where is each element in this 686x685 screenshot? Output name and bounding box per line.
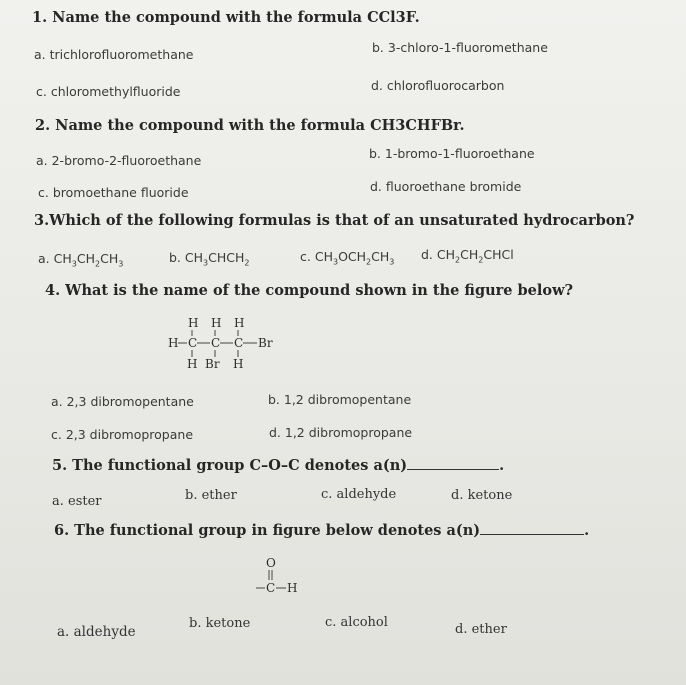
q5-option-a: a. ester [52,494,102,509]
q4-right-br: Br [258,336,273,350]
q3-option-b-label: b. [169,250,181,265]
q4-option-d: d. 1,2 dibromopropane [269,425,413,440]
question-6 [54,522,589,539]
q2-option-c: c. bromoethane fluoride [38,185,189,200]
q2-option-a: a. 2-bromo-2-fluoroethane [36,153,202,168]
q6-oxygen: O [266,556,276,570]
question-5 [52,457,504,474]
q4-top-h-2: H [211,316,222,330]
q4-carbon-1: C [188,336,198,350]
q3-option-a [38,251,123,269]
q5-option-d: d. ketone [451,488,513,503]
q4-left-h: H [168,336,179,350]
q6-aldehyde-structure [252,554,312,600]
q1-option-c: c. chloromethylfluoride [36,84,181,99]
q4-bottom-h-1: H [187,357,198,371]
q3-option-c-label: c. [300,249,311,264]
question-3: 3.Which of the following formulas is that of an unsaturated hydrocarbon? [34,212,635,229]
q3-option-b-formula: $CH_3CHCH_2$ [184,250,250,268]
q1-option-b: b. 3-chloro-1-fluoromethane [372,40,548,55]
q4-carbon-2: C [211,336,221,350]
question-2: 2. Name the compound with the formula CH3CHFBr. [35,117,465,134]
q3-option-c-formula: $CH_3OCH_2CH_3$ [314,249,395,267]
q3-option-b [169,250,250,268]
q4-option-c: c. 2,3 dibromopropane [51,427,194,442]
q6-option-d: d. ether [455,622,507,637]
q5-option-c: c. aldehyde [321,487,397,502]
q3-option-a-label: a. [38,251,50,266]
q5-period: . [499,457,505,474]
q4-structural-formula [168,310,288,374]
q4-top-h-3: H [234,316,245,330]
q6-period: . [584,522,590,539]
q4-option-b: b. 1,2 dibromopentane [268,392,412,407]
q3-option-d-label: d. [421,247,433,262]
q1-option-a: a. trichlorofluoromethane [34,47,194,62]
q1-option-d: d. chlorofluorocarbon [371,78,505,93]
q3-option-d-formula: $CH_2CH_2CHCl$ [436,247,514,265]
q6-option-c: c. alcohol [325,615,388,630]
q3-option-a-formula: $CH_3CH_2CH_3$ [53,251,124,269]
q5-answer-blank [407,457,499,470]
q3-option-c [300,249,394,267]
q5-option-b: b. ether [185,488,237,503]
q6-option-b: b. ketone [189,616,251,631]
q6-carbon: C [266,581,276,595]
q2-option-b: b. 1-bromo-1-fluoroethane [369,146,535,161]
question-5-text: 5. The functional group C–O–C denotes a(n) [52,457,408,474]
q4-top-h-1: H [188,316,199,330]
q4-bottom-br: Br [205,357,220,371]
q2-option-d: d. fluoroethane bromide [370,179,522,194]
q6-hydrogen: H [287,581,298,595]
question-6-text: 6. The functional group in figure below denotes a(n) [54,522,481,539]
q4-carbon-3: C [234,336,244,350]
question-1: 1. Name the compound with the formula CCl3F. [32,9,420,26]
q6-option-a: a. aldehyde [57,624,136,640]
q6-answer-blank [480,522,584,535]
q3-option-d [421,247,514,265]
question-4: 4. What is the name of the compound shown in the figure below? [45,282,574,299]
q4-option-a: a. 2,3 dibromopentane [51,394,194,409]
q4-bottom-h-3: H [233,357,244,371]
